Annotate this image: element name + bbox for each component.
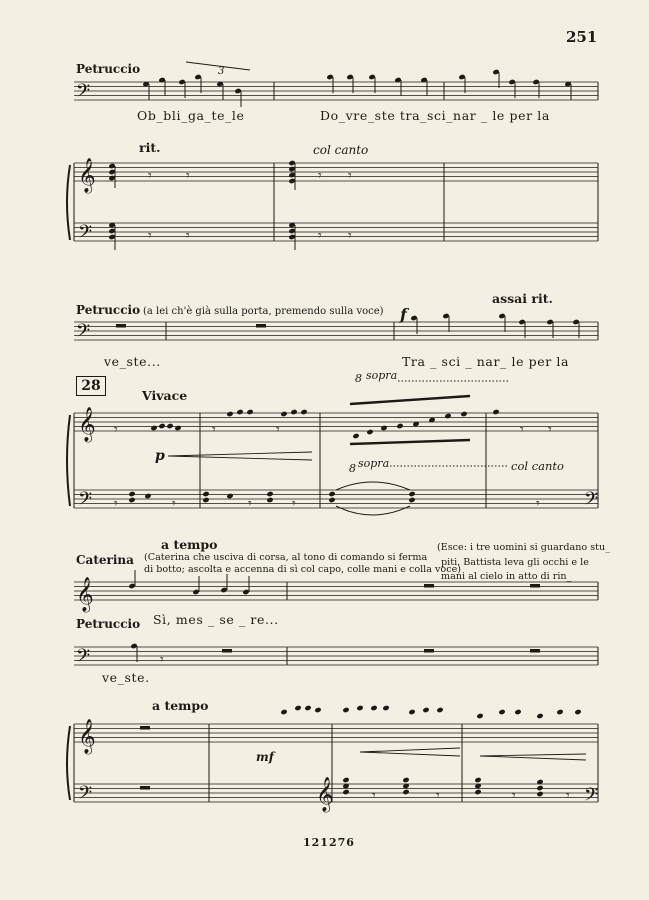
rest: 𝄾 [148, 228, 152, 244]
melody-note [380, 425, 387, 431]
whole-rest [530, 649, 540, 653]
rest: 𝄾 [536, 496, 540, 512]
bass-clef: 𝄢 [584, 785, 599, 810]
treble-clef: 𝄞 [78, 719, 96, 754]
sopra-top: sopra [366, 369, 398, 382]
bass-note [202, 491, 209, 497]
beam [350, 396, 470, 404]
rest: 𝄾 [186, 228, 190, 244]
dynamic-p: p [155, 448, 165, 464]
brace [67, 165, 70, 240]
whole-rest [222, 649, 232, 653]
melody-note [290, 409, 297, 415]
triplet-mark: 3 [218, 66, 225, 77]
stage-direction-exit-1: (Esce: i tre uomini si guardano stu_ [437, 542, 610, 553]
tie [336, 482, 410, 515]
bass-note [266, 491, 273, 497]
melody-note [294, 705, 301, 711]
ottava-number-top: 8 [355, 372, 362, 385]
bass-clef: 𝄢 [78, 489, 93, 514]
col-canto-2: col canto [511, 459, 564, 473]
rest: 𝄾 [248, 496, 252, 512]
ottava-number-bottom: 8 [349, 462, 356, 475]
rest: 𝄾 [172, 496, 176, 512]
melody-note [556, 709, 563, 715]
melody-note [246, 409, 253, 415]
triplet-bracket [186, 62, 250, 70]
treble-clef: 𝄞 [316, 777, 334, 812]
treble-clef: 𝄞 [78, 407, 96, 442]
melody-note [422, 707, 429, 713]
melody-note [150, 425, 157, 431]
rest: 𝄾 [318, 168, 322, 184]
bass-note [226, 493, 233, 499]
melody-note [536, 713, 543, 719]
melody-note [492, 409, 499, 415]
melody-note [498, 709, 505, 715]
rest: 𝄾 [276, 422, 280, 438]
melody-note [476, 713, 483, 719]
bass-clef: 𝄢 [584, 489, 599, 514]
melody-note [356, 705, 363, 711]
rest: 𝄾 [148, 168, 152, 184]
melody-note [158, 423, 165, 429]
chord-note [342, 777, 349, 783]
stage-direction-exit-2: piti. Battista leva gli occhi e le [441, 557, 589, 568]
rest: 𝄾 [372, 788, 376, 804]
bass-clef: 𝄢 [78, 783, 93, 808]
rest: 𝄾 [348, 168, 352, 184]
singer-label-petruccio-2: Petruccio [76, 303, 141, 317]
rest: 𝄾 [436, 788, 440, 804]
whole-rest [116, 324, 126, 328]
chord-note [402, 777, 409, 783]
rest: 𝄾 [114, 422, 118, 438]
a-tempo-piano: a tempo [152, 698, 209, 713]
melody-note [574, 709, 581, 715]
melody-note [342, 707, 349, 713]
bass-clef: 𝄢 [78, 222, 93, 247]
rest: 𝄾 [318, 228, 322, 244]
rest: 𝄾 [212, 422, 216, 438]
bass-note [266, 497, 273, 503]
lyrics-2a: ve_ste... [104, 354, 161, 369]
rest: 𝄾 [160, 652, 164, 668]
whole-rest [424, 649, 434, 653]
whole-rest [140, 726, 150, 730]
assai-rit-marking: assai rit. [492, 291, 553, 306]
brace [67, 726, 70, 800]
treble-clef: 𝄞 [76, 577, 94, 612]
melody-note [280, 709, 287, 715]
chord-note [474, 789, 481, 795]
rehearsal-mark: 28 [76, 376, 106, 396]
bass-note [328, 497, 335, 503]
sopra-bottom: sopra [358, 457, 390, 470]
melody-note [366, 429, 373, 435]
singer-label-petruccio-1: Petruccio [76, 62, 141, 76]
chord-note [402, 789, 409, 795]
stage-direction-caterina-1: (Caterina che usciva di corsa, al tono di comando si ferma [144, 552, 428, 563]
lyrics-caterina: Sì, mes _ se _ re... [153, 612, 279, 627]
tempo-vivace: Vivace [142, 388, 188, 403]
melody-note [382, 705, 389, 711]
melody-note [226, 411, 233, 417]
melody-note [314, 707, 321, 713]
stage-direction-2: (a lei ch'è già sulla porta, premendo sulla voce) [143, 306, 384, 317]
rest: 𝄾 [520, 422, 524, 438]
melody-note [460, 411, 467, 417]
lyrics-3: ve_ste. [102, 670, 150, 685]
whole-rest [424, 584, 434, 588]
bass-note [144, 493, 151, 499]
rest: 𝄾 [292, 496, 296, 512]
lyrics-1a: Ob_bli_ga_te_le [137, 108, 245, 123]
rit-marking: rit. [139, 140, 161, 155]
chord-note [536, 791, 543, 797]
rest: 𝄾 [512, 788, 516, 804]
melody-note [436, 707, 443, 713]
melody-note [352, 433, 359, 439]
melody-note [166, 423, 173, 429]
bass-clef: 𝄢 [76, 646, 91, 671]
whole-rest [256, 324, 266, 328]
chord-note [474, 777, 481, 783]
melody-note [236, 409, 243, 415]
dynamic-f: f [400, 305, 407, 324]
bass-note [128, 497, 135, 503]
bass-clef: 𝄢 [76, 81, 91, 106]
lyrics-2b: Tra _ sci _ nar_ le per la [402, 354, 570, 369]
rest: 𝄾 [186, 168, 190, 184]
melody-note [444, 413, 451, 419]
chord-note [342, 789, 349, 795]
bass-note [128, 491, 135, 497]
rest: 𝄾 [548, 422, 552, 438]
singer-label-petruccio-3: Petruccio [76, 617, 141, 631]
dynamic-mf: mf [256, 750, 274, 764]
treble-clef: 𝄞 [78, 158, 96, 193]
lyrics-1b: Do_vre_ste tra_sci_nar _ le per la [320, 108, 550, 123]
a-tempo-top: a tempo [161, 537, 218, 552]
melody-note [408, 709, 415, 715]
bass-note [408, 491, 415, 497]
melody-note [174, 425, 181, 431]
melody-note [514, 709, 521, 715]
rest: 𝄾 [114, 496, 118, 512]
plate-number: 121276 [303, 836, 355, 849]
melody-note [300, 409, 307, 415]
hairpin [480, 754, 586, 760]
whole-rest [530, 584, 540, 588]
chord-note [536, 785, 543, 791]
brace [67, 415, 70, 506]
rest: 𝄾 [348, 228, 352, 244]
page-number: 251 [566, 28, 598, 46]
bass-note [202, 497, 209, 503]
bass-note [328, 491, 335, 497]
crescendo-hairpin [168, 452, 312, 460]
hairpin [360, 748, 460, 756]
whole-rest [140, 786, 150, 790]
melody-note [396, 423, 403, 429]
rest: 𝄾 [566, 788, 570, 804]
melody-note [370, 705, 377, 711]
melody-note [304, 705, 311, 711]
singer-label-caterina: Caterina [76, 553, 134, 567]
bass-note [408, 497, 415, 503]
col-canto-1: col canto [313, 143, 369, 157]
stage-direction-caterina-2: di botto; ascolta e accenna di sì col capo, colle mani e colla voce) [144, 564, 462, 575]
stage-direction-exit-3: mani al cielo in atto di rin_ [441, 571, 572, 582]
bass-clef: 𝄢 [76, 321, 91, 346]
melody-note [280, 411, 287, 417]
beam [350, 440, 470, 444]
